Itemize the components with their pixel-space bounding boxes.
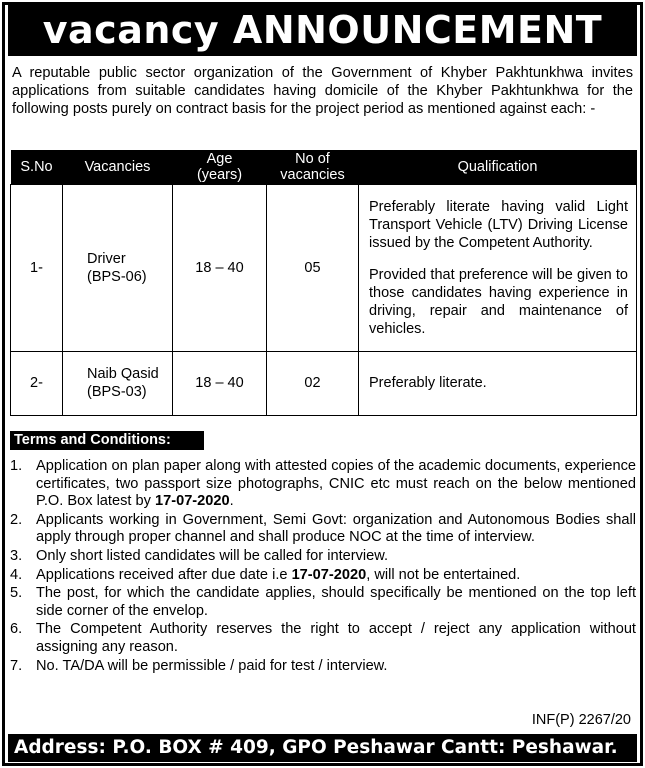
reference-number: INF(P) 2267/20 <box>531 712 631 728</box>
list-item: 1. Application on plan paper along with attested copies of the academic documents, experience certificates, two passport size photographs, CNIC etc must reach on the below mentioned P.O. Box latest by 17-07-2020. <box>10 458 636 510</box>
cell-qualification: Preferably literate. <box>359 351 637 415</box>
cell-qualification: Preferably literate having valid Light Transport Vehicle (LTV) Driving License issued by the Competent Authority. Provided that preference will be given to those candidates having experience in driving, repair and maintenance of vehicles. <box>359 184 637 351</box>
cell-sno: 1- <box>11 184 63 351</box>
cell-post: Driver (BPS-06) <box>63 184 173 351</box>
table-header-row <box>11 150 637 184</box>
cell-count: 05 <box>267 184 359 351</box>
cell-age: 18 – 40 <box>173 351 267 415</box>
header-age: Age (years) <box>173 150 267 184</box>
header-qualification: Qualification <box>359 150 637 184</box>
cell-count: 02 <box>267 351 359 415</box>
header-sno: S.No <box>11 150 63 184</box>
cell-post: Naib Qasid (BPS-03) <box>63 351 173 415</box>
cell-age: 18 – 40 <box>173 184 267 351</box>
list-item: 6. The Competent Authority reserves the right to accept / reject any application without assigning any reason. <box>10 621 636 655</box>
list-item: 7. No. TA/DA will be permissible / paid for test / interview. <box>10 657 388 674</box>
list-item: 5. The post, for which the candidate applies, should specifically be mentioned on the top left side corner of the envelop. <box>10 585 636 619</box>
table-row <box>11 351 637 415</box>
address-bar: Address: P.O. BOX # 409, GPO Peshawar Cantt: Peshawar. <box>8 734 637 762</box>
list-item: 3. Only short listed candidates will be called for interview. <box>10 547 389 564</box>
header-vacancies: Vacancies <box>63 150 173 184</box>
intro-paragraph: A reputable public sector organization of the Government of Khyber Pakhtunkhwa invites applications from suitable candidates having domicile of the Khyber Pakhtunkhwa for the following posts purely on contract basis for the project period as mentioned against each: - <box>12 65 633 117</box>
list-item: 4. Applications received after due date i.e 17-07-2020, will not be entertained. <box>10 566 521 583</box>
vacancies-table <box>10 150 637 416</box>
table-row <box>11 184 637 351</box>
terms-list <box>10 458 636 676</box>
cell-sno: 2- <box>11 351 63 415</box>
header-count: No of vacancies <box>267 150 359 184</box>
page-title: vacancy ANNOUNCEMENT <box>8 4 637 56</box>
terms-heading: Terms and Conditions: <box>10 431 204 450</box>
list-item: 2. Applicants working in Government, Semi Govt: organization and Autonomous Bodies shall apply through proper channel and shall produce NOC at the time of interview. <box>10 511 636 546</box>
